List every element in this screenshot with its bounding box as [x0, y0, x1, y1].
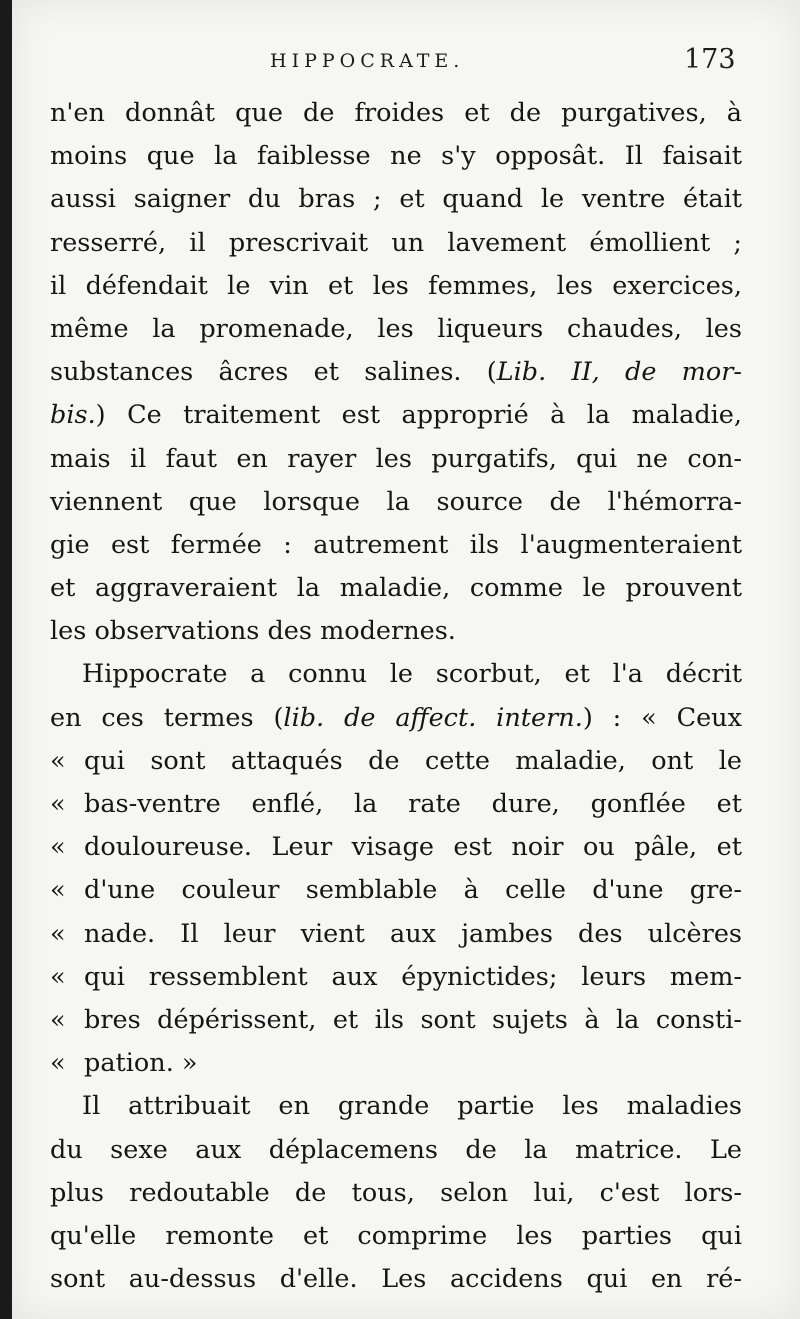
text-line — [50, 351, 742, 394]
text-line: mais il faut en rayer les purgatifs, qui ne con- — [50, 443, 742, 474]
running-title: HIPPOCRATE. — [270, 50, 465, 72]
quote-text: bres dépérissent, et ils sont sujets à la consti- — [84, 1004, 742, 1035]
text-line: qu'elle remonte et comprime les parties qui — [50, 1220, 742, 1251]
text-line: et aggraveraient la maladie, comme le prouvent — [50, 573, 742, 604]
page-header — [12, 40, 800, 80]
quote-text: nade. Il leur vient aux jambes des ulcères — [84, 918, 742, 949]
text-line: resserré, il prescrivait un lavement émollient ; — [50, 227, 742, 258]
text-line: sont au-dessus d'elle. Les accidens qui en ré- — [50, 1264, 742, 1295]
quote-mark: « — [50, 875, 66, 906]
text-line: du sexe aux déplacemens de la matrice. Le — [50, 1134, 742, 1165]
quote-mark: « — [50, 1004, 66, 1035]
citation-italic: Lib. II, de mor- — [496, 357, 743, 388]
text-line: gie est fermée : autrement ils l'augmenteraient — [50, 529, 742, 560]
text-line: Il attribuait en grande partie les maladies — [82, 1091, 742, 1122]
quote-text: bas-ventre enflé, la rate dure, gonflée et — [84, 789, 742, 819]
quote-line — [50, 783, 742, 826]
page-number: 173 — [684, 44, 736, 75]
quote-text: qui ressemblent aux épynictides; leurs mem- — [84, 961, 742, 992]
quote-mark: « — [50, 918, 66, 949]
citation-italic: lib. de affect. intern. — [283, 702, 583, 733]
quote-mark: « — [50, 961, 66, 992]
quote-mark: « — [50, 745, 66, 776]
body-text — [50, 92, 742, 1301]
quote-mark: « — [50, 789, 66, 819]
quote-line — [50, 999, 742, 1042]
quote-text: pation. » — [84, 1048, 198, 1079]
text-run: ) Ce traitement est approprié à la maladie, — [95, 400, 742, 431]
text-line: plus redoutable de tous, selon lui, c'est lors- — [50, 1177, 742, 1208]
quote-mark: « — [50, 832, 66, 863]
text-line: moins que la faiblesse ne s'y opposât. Il faisait — [50, 141, 742, 172]
citation-italic: bis. — [50, 400, 96, 431]
quote-line — [50, 740, 742, 783]
quote-text: d'une couleur semblable à celle d'une gre- — [84, 875, 742, 906]
quote-line — [50, 956, 742, 999]
text-line: il défendait le vin et les femmes, les exercices, — [50, 270, 742, 301]
quote-text: qui sont attaqués de cette maladie, ont le — [84, 745, 742, 776]
quote-line — [50, 826, 742, 869]
text-run: substances âcres et salines. ( — [50, 357, 497, 388]
text-line: aussi saigner du bras ; et quand le ventre était — [50, 184, 742, 215]
text-run: en ces termes ( — [50, 702, 284, 733]
quote-line — [50, 913, 742, 956]
quote-mark: « — [50, 1048, 66, 1079]
quote-line — [50, 1042, 742, 1085]
quote-text: douloureuse. Leur visage est noir ou pâle, et — [84, 832, 742, 863]
text-line: même la promenade, les liqueurs chaudes, les — [50, 313, 742, 344]
text-line: Hippocrate a connu le scorbut, et l'a décrit — [82, 659, 742, 690]
text-line — [50, 394, 742, 437]
text-line: les observations des modernes. — [50, 616, 456, 647]
book-page — [12, 0, 800, 1319]
text-line: viennent que lorsque la source de l'hémorra- — [50, 486, 742, 517]
text-run: ) : « Ceux — [582, 702, 742, 733]
quote-line — [50, 869, 742, 912]
text-line — [50, 697, 742, 740]
text-line: n'en donnât que de froides et de purgatives, à — [50, 98, 742, 128]
